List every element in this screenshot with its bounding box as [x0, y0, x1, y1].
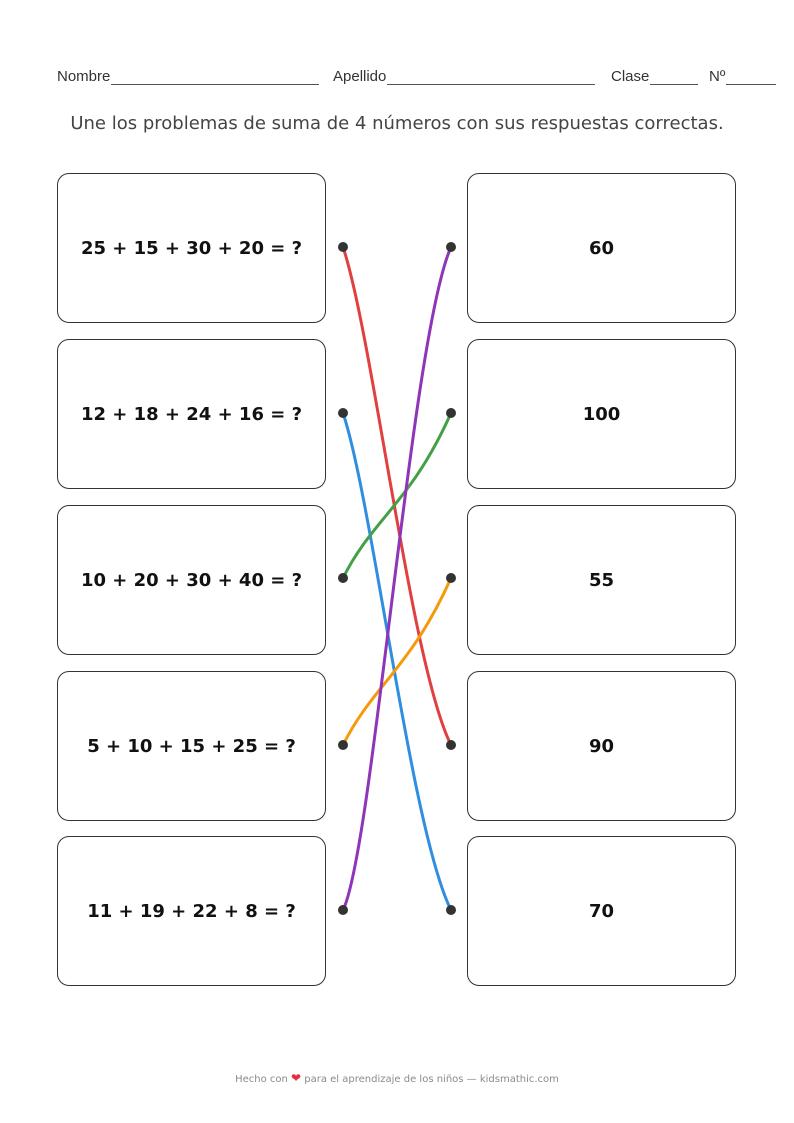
problem-card: [57, 836, 326, 986]
instructions-text: Une los problemas de suma de 4 números con sus respuestas correctas.: [70, 113, 724, 134]
answer-text: 70: [588, 900, 615, 922]
answer-text: 90: [588, 735, 615, 757]
answer-connector-dot[interactable]: [446, 740, 456, 750]
surname-label: Apellido: [333, 68, 387, 85]
problem-text: 12 + 18 + 24 + 16 = ?: [80, 403, 303, 425]
problem-card: [57, 505, 326, 655]
connection-line: [343, 413, 451, 910]
problem-card: [57, 671, 326, 821]
number-field[interactable]: [709, 68, 776, 85]
problem-connector-dot[interactable]: [338, 242, 348, 252]
name-label: Nombre: [57, 68, 111, 85]
problem-text: 11 + 19 + 22 + 8 = ?: [87, 900, 296, 922]
surname-field[interactable]: [333, 68, 595, 85]
answer-card: [467, 836, 736, 986]
problem-connector-dot[interactable]: [338, 740, 348, 750]
class-field[interactable]: [611, 68, 698, 85]
answer-text: 55: [588, 569, 615, 591]
answer-card: [467, 339, 736, 489]
student-info-header: [57, 68, 777, 88]
problem-connector-dot[interactable]: [338, 905, 348, 915]
answer-card: [467, 173, 736, 323]
answer-connector-dot[interactable]: [446, 408, 456, 418]
number-label: Nº: [709, 68, 726, 85]
footer: [0, 1071, 794, 1085]
surname-line[interactable]: [387, 70, 595, 85]
footer-prefix: Hecho con: [235, 1074, 288, 1085]
problem-connector-dot[interactable]: [338, 408, 348, 418]
answer-text: 60: [588, 237, 615, 259]
answer-text: 100: [582, 403, 621, 425]
answer-connector-dot[interactable]: [446, 905, 456, 915]
connection-line: [343, 578, 451, 745]
name-field[interactable]: [57, 68, 319, 85]
class-label: Clase: [611, 68, 650, 85]
problem-connector-dot[interactable]: [338, 573, 348, 583]
number-line[interactable]: [726, 70, 776, 85]
footer-suffix: para el aprendizaje de los niños — kidsmathic.com: [304, 1074, 559, 1085]
problem-card: [57, 339, 326, 489]
answer-card: [467, 505, 736, 655]
connection-line: [343, 413, 451, 578]
problem-text: 5 + 10 + 15 + 25 = ?: [87, 735, 296, 757]
problem-card: [57, 173, 326, 323]
name-line[interactable]: [111, 70, 319, 85]
problem-text: 25 + 15 + 30 + 20 = ?: [80, 237, 303, 259]
problem-text: 10 + 20 + 30 + 40 = ?: [80, 569, 303, 591]
connection-line: [343, 247, 451, 745]
answer-connector-dot[interactable]: [446, 573, 456, 583]
class-line[interactable]: [650, 70, 698, 85]
answer-connector-dot[interactable]: [446, 242, 456, 252]
answer-card: [467, 671, 736, 821]
heart-icon: ❤: [291, 1071, 302, 1085]
connection-line: [343, 247, 451, 910]
